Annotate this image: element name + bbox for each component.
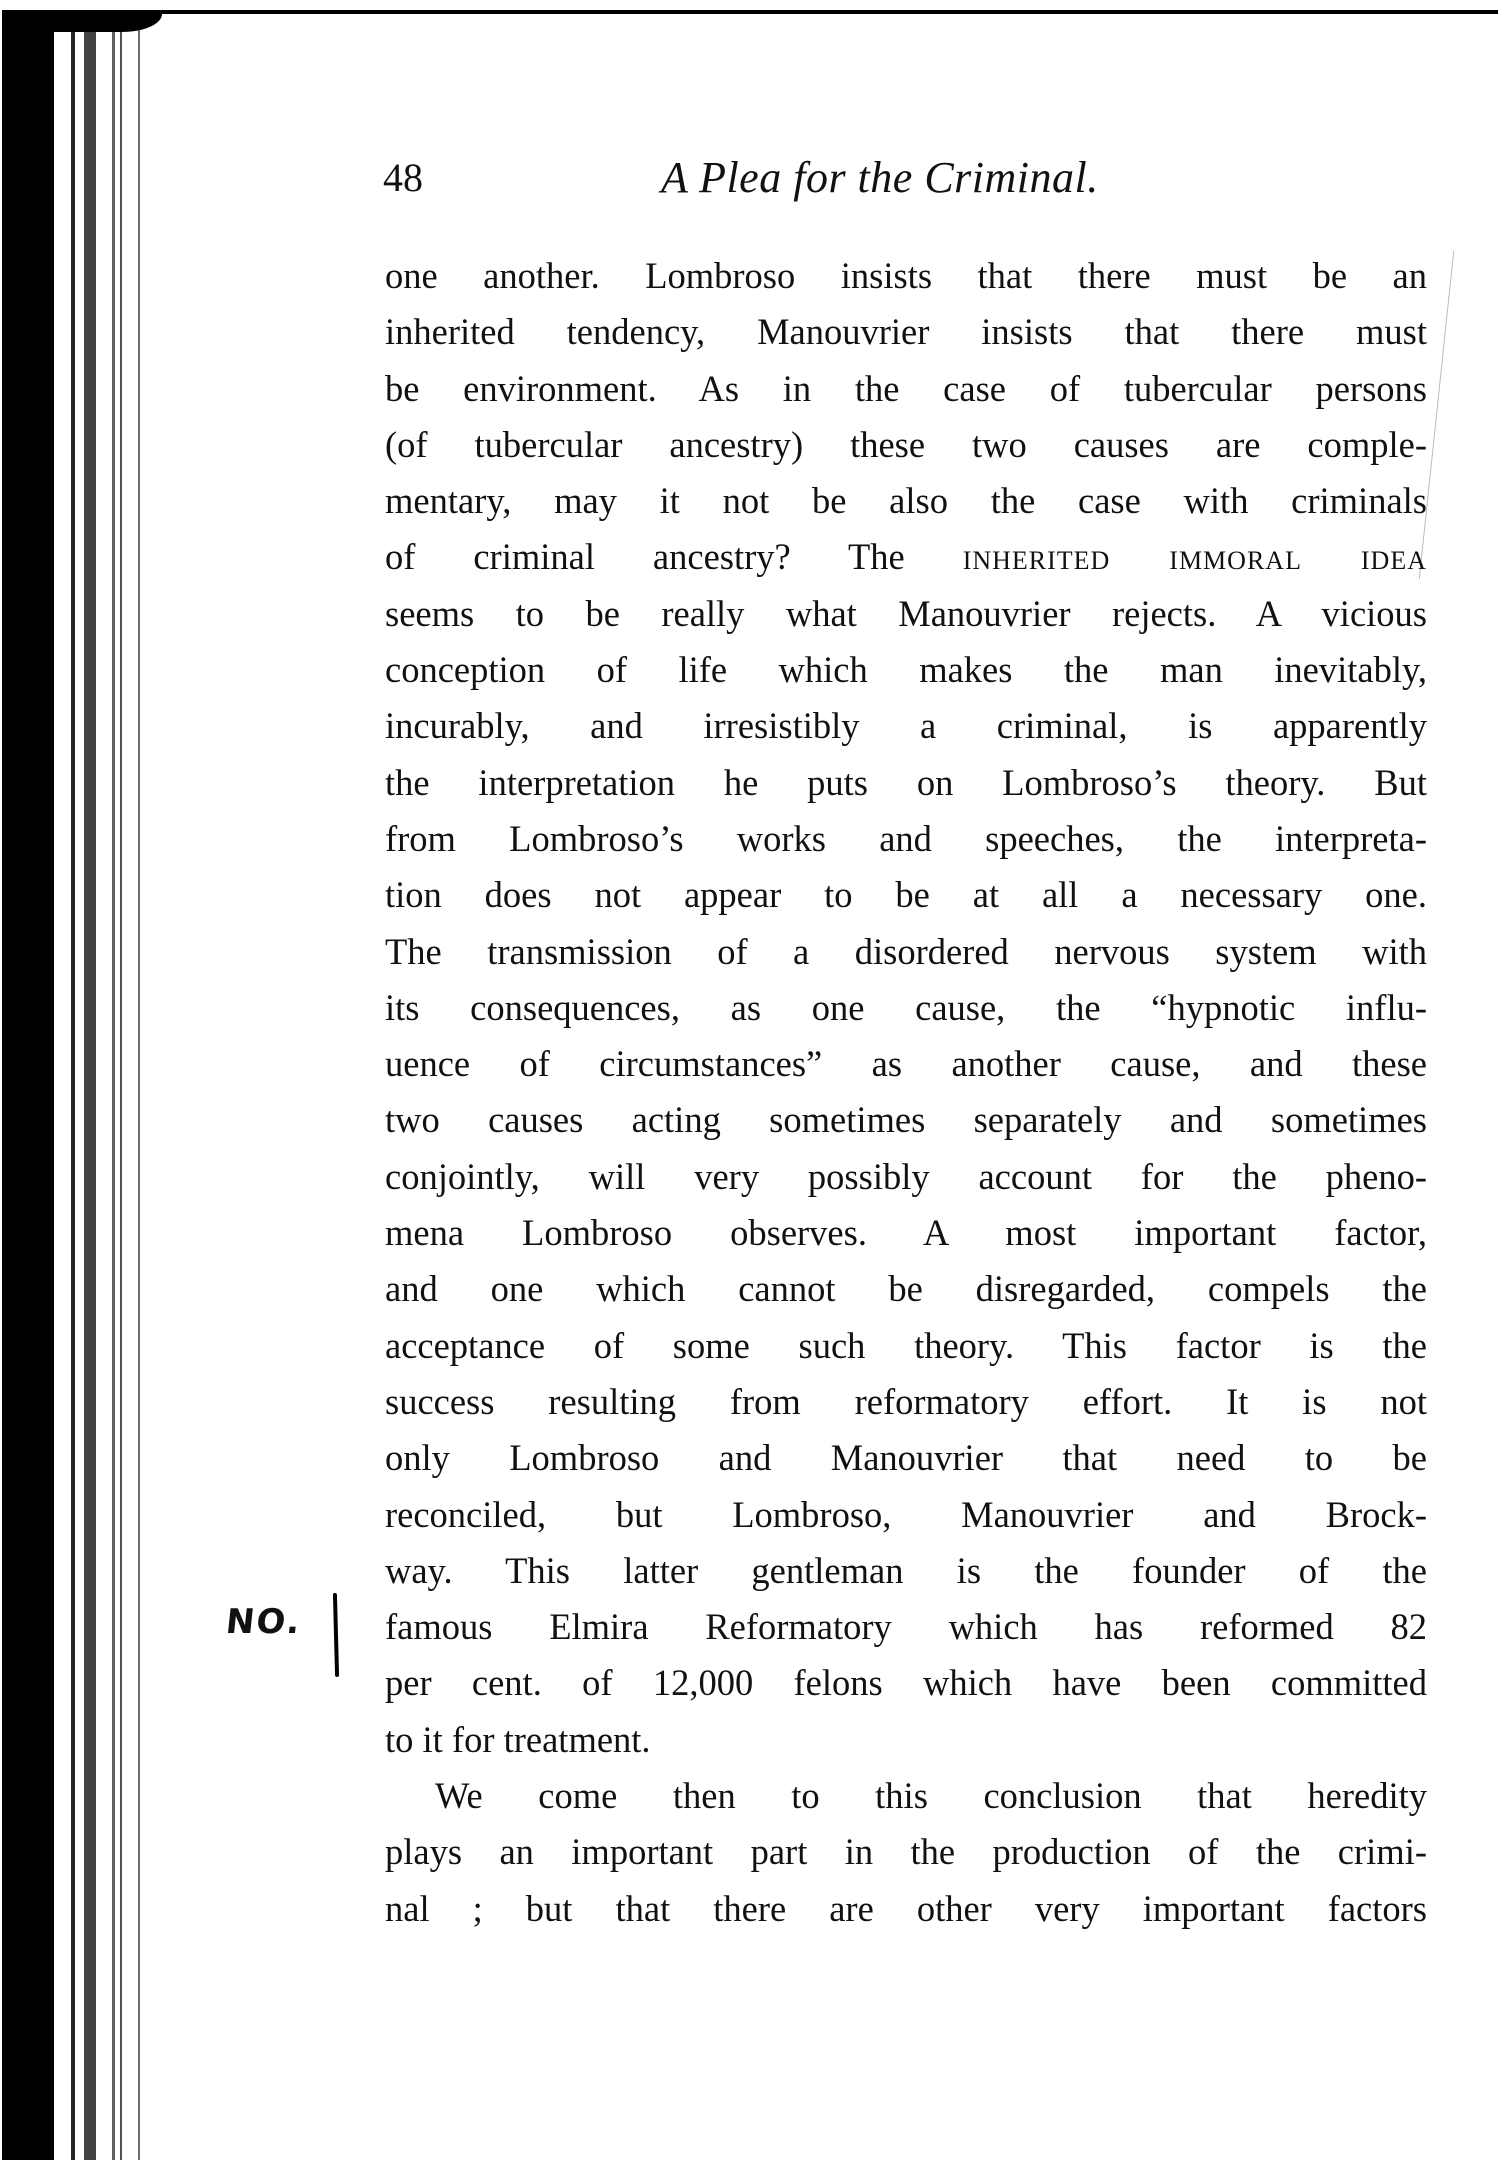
small-caps-phrase: inherited immoral idea (962, 536, 1427, 578)
text-line: (of tubercular ancestry) these two causes are comple- (385, 423, 1427, 465)
text-run: of criminal ancestry? The (385, 536, 963, 578)
page-fore-edge (68, 28, 158, 2160)
paragraph-start-line: We come then to this conclusion that heredity (435, 1775, 1427, 1817)
text-line: plays an important part in the production of the crimi- (385, 1831, 1427, 1873)
text-line: conception of life which makes the man inevitably, (385, 649, 1427, 691)
running-head (383, 148, 1427, 208)
book-page-edge (0, 0, 160, 2160)
text-line: one another. Lombroso insists that there must be an (385, 255, 1427, 296)
text-line: uence of circumstances” as another cause, and these (385, 1043, 1427, 1085)
text-line: seems to be really what Manouvrier rejects. A vicious (385, 592, 1427, 634)
text-line: way. This latter gentleman is the founder of the (385, 1549, 1427, 1591)
text-line: acceptance of some such theory. This factor is the (385, 1324, 1427, 1366)
top-scan-border (2, 10, 1498, 14)
text-line: success resulting from reformatory effort. It is not (385, 1380, 1427, 1422)
text-line: mentary, may it not be also the case with criminals (385, 480, 1427, 522)
handwritten-annotation: NO. (223, 1602, 304, 1642)
text-line: and one which cannot be disregarded, compels the (385, 1268, 1427, 1310)
text-line: only Lombroso and Manouvrier that need to be (385, 1437, 1427, 1479)
text-line: be environment. As in the case of tubercular persons (385, 367, 1427, 409)
spine-shadow (2, 12, 54, 2160)
text-line: per cent. of 12,000 felons which have been committed (385, 1662, 1427, 1704)
page-number: 48 (383, 155, 423, 200)
text-line: tion does not appear to be at all a necessary one. (385, 874, 1427, 916)
paragraph-end-line: to it for treatment. (385, 1718, 651, 1760)
top-corner-shadow (2, 10, 162, 32)
text-line: its consequences, as one cause, the “hypnotic influ- (385, 986, 1427, 1028)
handwritten-margin-line (333, 1593, 339, 1677)
text-line: two causes acting sometimes separately and sometimes (385, 1099, 1427, 1141)
text-line: from Lombroso’s works and speeches, the interpreta- (385, 817, 1427, 859)
text-line (385, 529, 1427, 585)
text-line: mena Lombroso observes. A most important factor, (385, 1212, 1427, 1254)
text-line: inherited tendency, Manouvrier insists that there must (385, 311, 1427, 353)
text-line: incurably, and irresistibly a criminal, is apparently (385, 705, 1427, 747)
text-line: nal ; but that there are other very important factors (385, 1887, 1427, 1929)
body-text (385, 248, 1427, 1937)
text-line: famous Elmira Reformatory which has reformed 82 (385, 1606, 1427, 1648)
text-line: the interpretation he puts on Lombroso’s theory. But (385, 761, 1427, 803)
text-line: conjointly, will very possibly account for the pheno- (385, 1155, 1427, 1197)
text-line: reconciled, but Lombroso, Manouvrier and Brock- (385, 1493, 1427, 1535)
running-title: A Plea for the Criminal. (661, 153, 1099, 202)
text-line: The transmission of a disordered nervous system with (385, 930, 1427, 972)
